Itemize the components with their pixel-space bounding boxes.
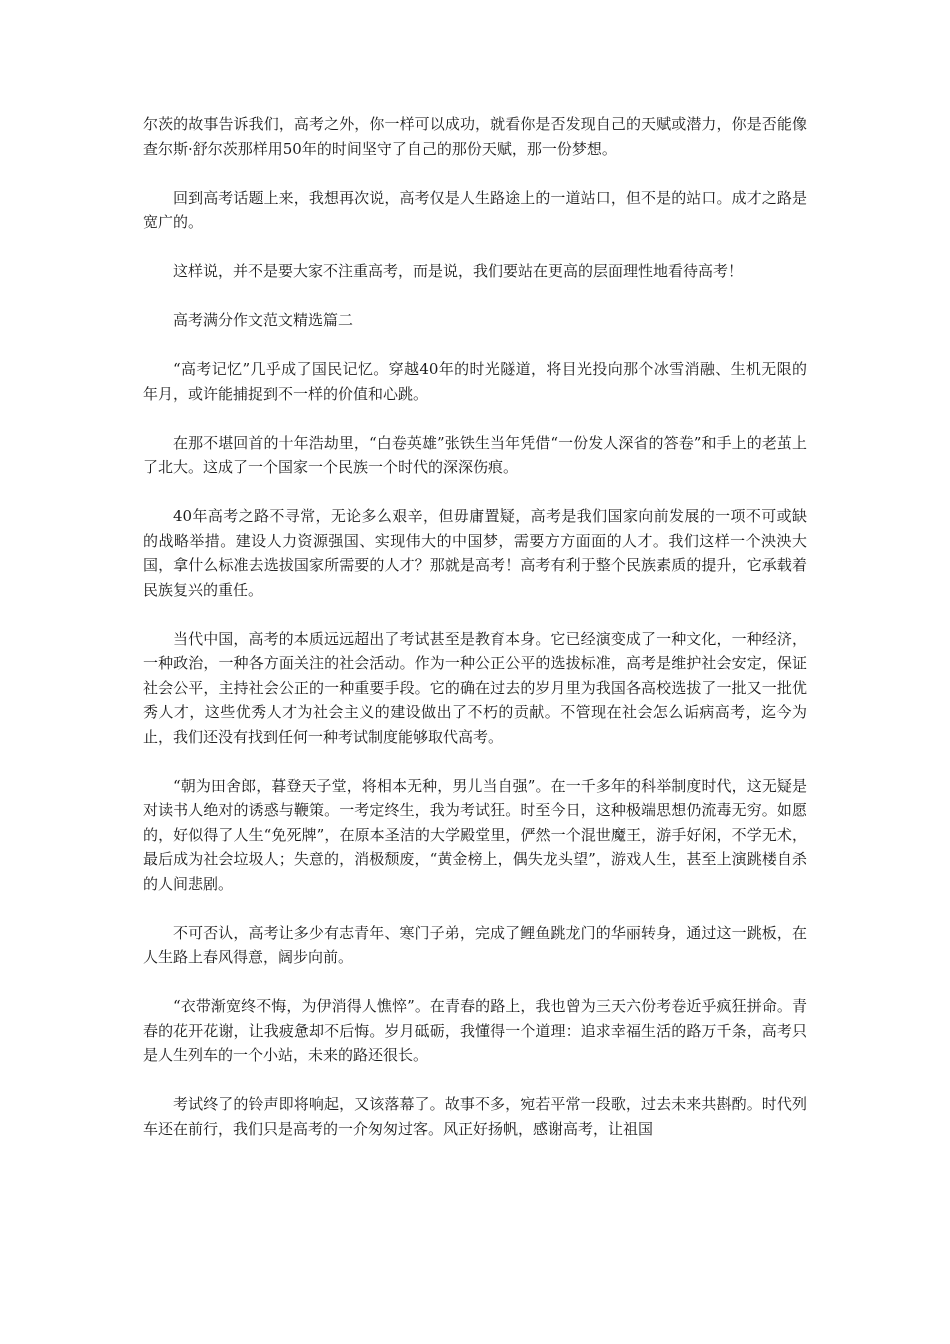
paragraph-1: 尔茨的故事告诉我们，高考之外，你一样可以成功，就看你是否发现自己的天赋或潜力，你是否能像查尔斯·舒尔茨那样用50年的时间坚守了自己的那份天赋，那一份梦想。 bbox=[143, 115, 807, 158]
section-heading: 高考满分作文范文精选篇二 bbox=[173, 311, 354, 329]
paragraph-12: 考试终了的铃声即将响起，又该落幕了。故事不多，宛若平常一段歌，过去未来共斟酌。时代列车还在前行，我们只是高考的一介匆匆过客。风正好扬帆，感谢高考，让祖国 bbox=[143, 1095, 807, 1138]
paragraph-2: 回到高考话题上来，我想再次说，高考仅是人生路途上的一道站口，但不是的站口。成才之路是宽广的。 bbox=[143, 188, 807, 231]
paragraph-6: 在那不堪回首的十年浩劫里，“白卷英雄”张铁生当年凭借“一份发人深省的答卷”和手上的老茧上了北大。这成了一个国家一个民族一个时代的深深伤痕。 bbox=[143, 433, 807, 476]
document-page bbox=[143, 112, 807, 1166]
paragraph-8: 当代中国，高考的本质远远超出了考试甚至是教育本身。它已经演变成了一种文化，一种经济，一种政治，一种各方面关注的社会活动。作为一种公正公平的选拔标准，高考是维护社会安定，保证社会公平，主持社会公正的一种重要手段。它的确在过去的岁月里为我国各高校选拔了一批又一批优秀人才，这些优秀人才为社会主义的建设做出了不朽的贡献。不管现在社会怎么诟病高考，迄今为止，我们还没有找到任何一种考试制度能够取代高考。 bbox=[143, 629, 807, 746]
paragraph-3: 这样说，并不是要大家不注重高考，而是说，我们要站在更高的层面理性地看待高考！ bbox=[173, 262, 744, 280]
paragraph-7: 40年高考之路不寻常，无论多么艰辛，但毋庸置疑，高考是我们国家向前发展的一项不可或缺的战略举措。建设人力资源强国、实现伟大的中国梦，需要方方面面的人才。我们这样一个泱泱大国，拿什么标准去选拔国家所需要的人才？那就是高考！高考有利于整个民族素质的提升，它承载着民族复兴的重任。 bbox=[143, 507, 807, 599]
paragraph-11: “衣带渐宽终不悔，为伊消得人憔悴”。在青春的路上，我也曾为三天六份考卷近乎疯狂拼命。青春的花开花谢，让我疲惫却不后悔。岁月砥砺，我懂得一个道理：追求幸福生活的路万千条，高考只是人生列车的一个小站，未来的路还很长。 bbox=[143, 997, 807, 1064]
paragraph-10: 不可否认，高考让多少有志青年、寒门子弟，完成了鲤鱼跳龙门的华丽转身，通过这一跳板，在人生路上春风得意，阔步向前。 bbox=[143, 923, 807, 966]
paragraph-9: “朝为田舍郎，暮登天子堂，将相本无种，男儿当自强”。在一千多年的科举制度时代，这无疑是对读书人绝对的诱惑与鞭策。一考定终生，我为考试狂。时至今日，这种极端思想仍流毒无穷。如愿的，好似得了人生“免死牌”，在原本圣洁的大学殿堂里，俨然一个混世魔王，游手好闲，不学无术，最后成为社会垃圾人；失意的，消极颓废，“黄金榜上，偶失龙头望”，游戏人生，甚至上演跳楼自杀的人间悲剧。 bbox=[143, 776, 807, 893]
paragraph-5: “高考记忆”几乎成了国民记忆。穿越40年的时光隧道，将目光投向那个冰雪消融、生机无限的年月，或许能捕捉到不一样的价值和心跳。 bbox=[143, 360, 807, 403]
